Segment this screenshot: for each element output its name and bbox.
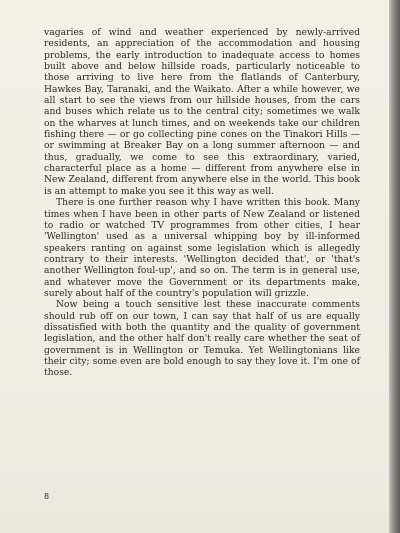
- paragraph-2: There is one further reason why I have written this book. Many times when I have been in other parts of New Zealand or listened to radio or watched TV programmes from other cities, I hear 'Wellington' used as a universal whipping boy by ill-informed speakers ranting on against some legislation which is allegedly contrary to their interests. 'Wellington decided that', or 'that's another Wellington foul-up', and so on. The term is in general use, and whatever move the Government or its departments make, surely about half of the country's population will grizzle.: [44, 197, 360, 299]
- body-text: [44, 27, 360, 379]
- page-number: 8: [44, 492, 50, 501]
- page-edge-shadow: [389, 0, 400, 533]
- paragraph-3: Now being a touch sensitive lest these inaccurate comments should rub off on our town, I can say that half of us are equally dissatisfied with both the quantity and the quality of government legislation, and the other half don't really care whether the seat of government is in Wellington or Temuka. Yet Wellingtonians like their city; some even are bold enough to say they love it. I'm one of those.: [44, 299, 360, 379]
- paragraph-1: vagaries of wind and weather experienced by newly-arrived residents, an appreciation of the accommodation and housing problems, the early introduction to inadequate access to homes built above and below hillside roads, particularly noticeable to those arriving to live here from the flatlands of Canterbury, Hawkes Bay, Taranaki, and the Waikato. After a while however, we all start to see the views from our hillside houses, from the cars and buses which relate us to the central city; sometimes we walk on the wharves at lunch times, and on weekends take our children fishing there — or go collecting pine cones on the Tinakori Hills — or swimming at Breaker Bay on a long summer afternoon — and thus, gradually, we come to see this extraordinary, varied, characterful place as a home — different from anywhere else in New Zealand, different from anywhere else in the world. This book is an attempt to make you see it this way as well.: [44, 27, 360, 197]
